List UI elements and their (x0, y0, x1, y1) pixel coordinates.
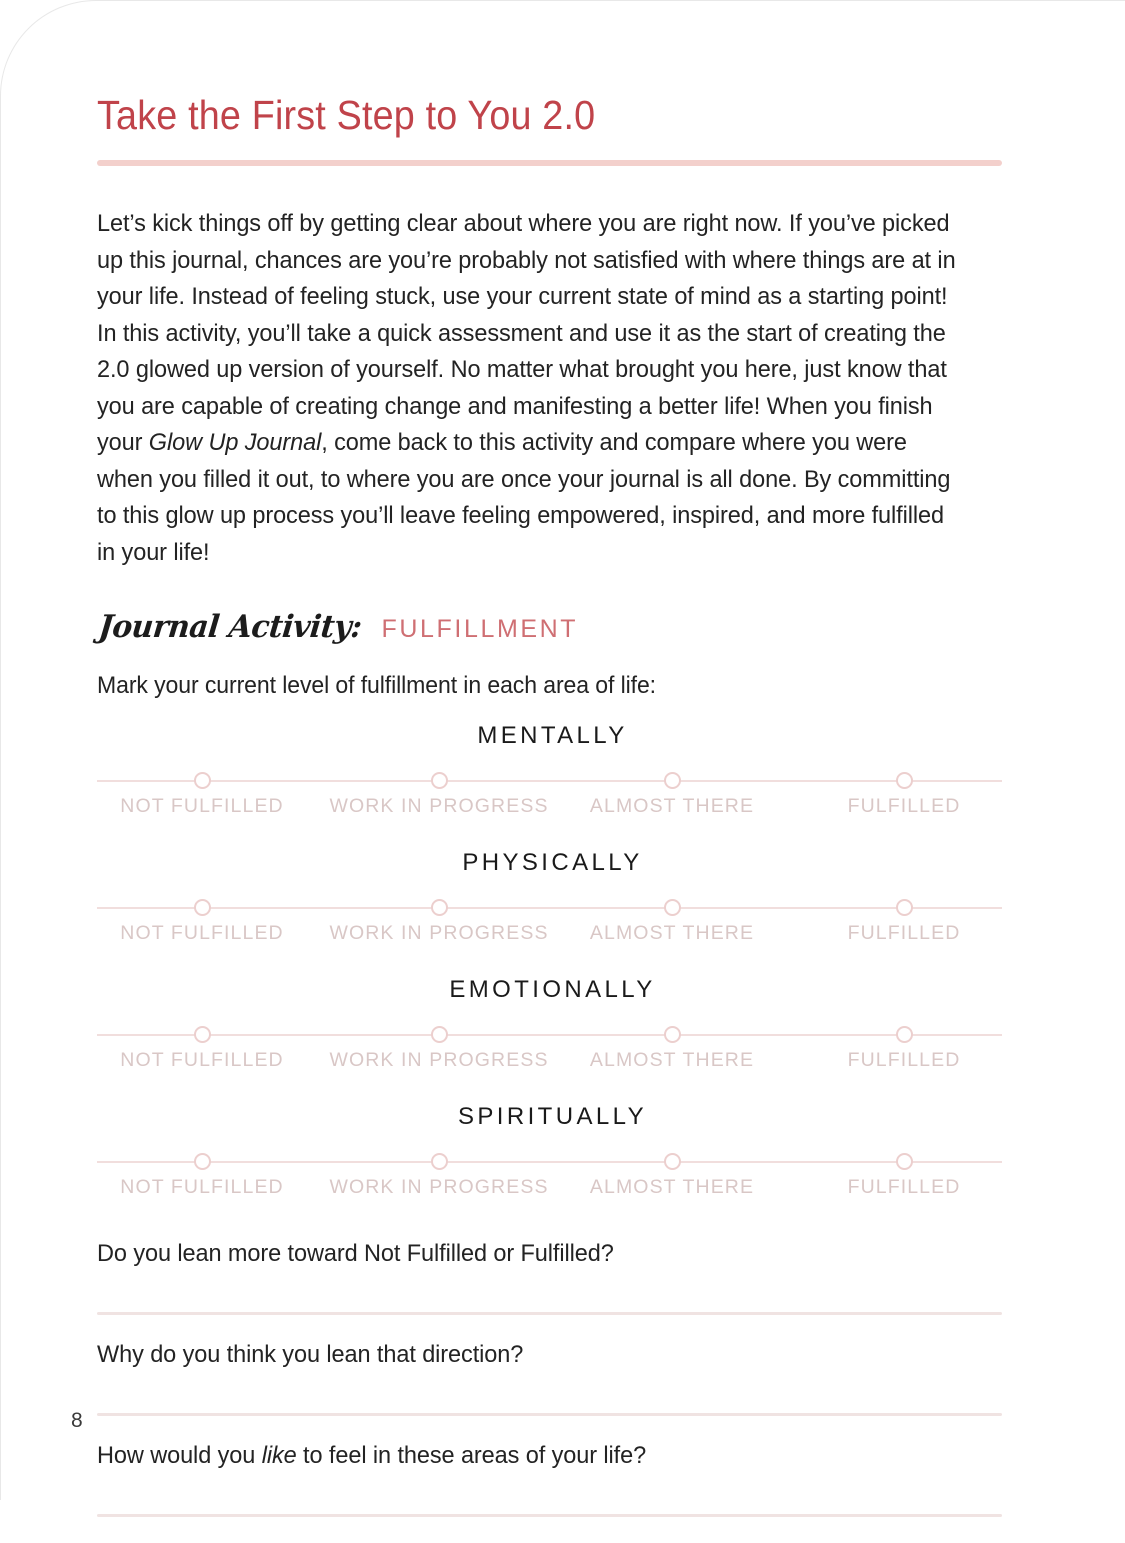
question-text-pre: Do you lean more toward Not Fulfilled or Fulfilled? (97, 1240, 614, 1268)
question-block (97, 1240, 1002, 1315)
fulfillment-scales (97, 722, 1002, 1206)
scale-option-label: WORK IN PROGRESS (329, 922, 549, 945)
scale-track (97, 1151, 1002, 1173)
scale-option-label: FULFILLED (847, 922, 961, 945)
scale-title: PHYSICALLY (462, 849, 643, 877)
question-text-pre: How would you (97, 1442, 262, 1470)
scale-title: EMOTIONALLY (449, 976, 656, 1004)
scale-option-label: NOT FULFILLED (120, 922, 284, 945)
scale-option-label: NOT FULFILLED (120, 1049, 284, 1072)
scale-option-marker[interactable] (431, 1153, 448, 1170)
scale-block-physically (97, 849, 1002, 952)
question-text (97, 1442, 966, 1470)
intro-text-part2: , come back to this activity and compare where you were when you filled it out, to where you are once your journal is all done. By committing to this glow up process you’ll leave feeling empowered, inspired, and more fulfilled in your life! (97, 429, 951, 566)
question-text-emphasis: like (261, 1442, 297, 1470)
scale-option-marker[interactable] (194, 1153, 211, 1170)
answer-write-line[interactable] (97, 1312, 1002, 1315)
question-block (97, 1341, 1002, 1416)
scale-label-row (97, 1049, 1002, 1079)
scale-option-label: ALMOST THERE (589, 795, 755, 818)
scale-option-label: FULFILLED (847, 1049, 961, 1072)
scale-line (97, 907, 1002, 909)
scale-option-label: ALMOST THERE (589, 1049, 755, 1072)
scale-line (97, 1161, 1002, 1163)
scale-block-mentally (97, 722, 1002, 825)
activity-topic-label: FULFILLMENT (381, 615, 579, 644)
scale-option-marker[interactable] (431, 772, 448, 789)
scale-option-marker[interactable] (194, 899, 211, 916)
intro-paragraph (97, 206, 961, 571)
scale-line (97, 1034, 1002, 1036)
reflection-questions (97, 1240, 1002, 1517)
scale-option-marker[interactable] (194, 772, 211, 789)
scale-title: SPIRITUALLY (457, 1103, 647, 1131)
scale-option-label: ALMOST THERE (589, 1176, 755, 1199)
scale-line (97, 780, 1002, 782)
scale-option-label: WORK IN PROGRESS (329, 1176, 549, 1199)
scale-block-emotionally (97, 976, 1002, 1079)
scale-option-marker[interactable] (431, 1026, 448, 1043)
question-block (97, 1442, 1002, 1517)
scale-track (97, 897, 1002, 919)
answer-write-line[interactable] (97, 1413, 1002, 1416)
scale-option-label: ALMOST THERE (589, 922, 755, 945)
scale-block-spiritually (97, 1103, 1002, 1206)
question-text-post: to feel in these areas of your life? (296, 1442, 647, 1470)
scale-option-label: NOT FULFILLED (120, 795, 284, 818)
page-title: Take the First Step to You 2.0 (97, 92, 596, 138)
scale-option-marker[interactable] (896, 1153, 913, 1170)
question-text-pre: Why do you think you lean that direction? (97, 1341, 524, 1369)
title-divider (97, 160, 1002, 166)
scale-label-row (97, 795, 1002, 825)
scale-option-marker[interactable] (896, 1026, 913, 1043)
scale-option-label: NOT FULFILLED (120, 1176, 284, 1199)
intro-text-part1: Let’s kick things off by getting clear about where you are right now. If you’ve picked up this journal, chances are you’re probably not satisfied with where things are at in your life. Instead of feeling stuck, use your current state of mind as a starting point! In this activity, you’ll take a quick assessment and use it as the start of creating the 2.0 glowed up version of yourself. No matter what brought you here, just know that you are capable of creating change and manifesting a better life! When you finish your (97, 210, 956, 457)
scale-option-marker[interactable] (664, 899, 681, 916)
page-number: 8 (71, 1409, 83, 1432)
question-text (97, 1240, 966, 1268)
scale-title: MENTALLY (477, 722, 628, 750)
scale-option-marker[interactable] (664, 1026, 681, 1043)
scale-track (97, 770, 1002, 792)
scale-option-marker[interactable] (431, 899, 448, 916)
answer-write-line[interactable] (97, 1514, 1002, 1517)
scale-label-row (97, 922, 1002, 952)
activity-heading (97, 609, 1002, 645)
activity-instruction: Mark your current level of fulfillment in each area of life: (97, 672, 656, 700)
question-text (97, 1341, 966, 1369)
scale-option-label: FULFILLED (847, 795, 961, 818)
page-content (97, 1, 1002, 1543)
scale-option-marker[interactable] (664, 772, 681, 789)
scale-option-label: WORK IN PROGRESS (329, 1049, 549, 1072)
activity-script-label: Journal Activity: (97, 609, 364, 646)
scale-option-marker[interactable] (896, 899, 913, 916)
scale-option-label: WORK IN PROGRESS (329, 795, 549, 818)
scale-option-label: FULFILLED (847, 1176, 961, 1199)
scale-option-marker[interactable] (194, 1026, 211, 1043)
scale-option-marker[interactable] (664, 1153, 681, 1170)
scale-option-marker[interactable] (896, 772, 913, 789)
scale-label-row (97, 1176, 1002, 1206)
intro-journal-title: Glow Up Journal (148, 429, 322, 457)
scale-track (97, 1024, 1002, 1046)
